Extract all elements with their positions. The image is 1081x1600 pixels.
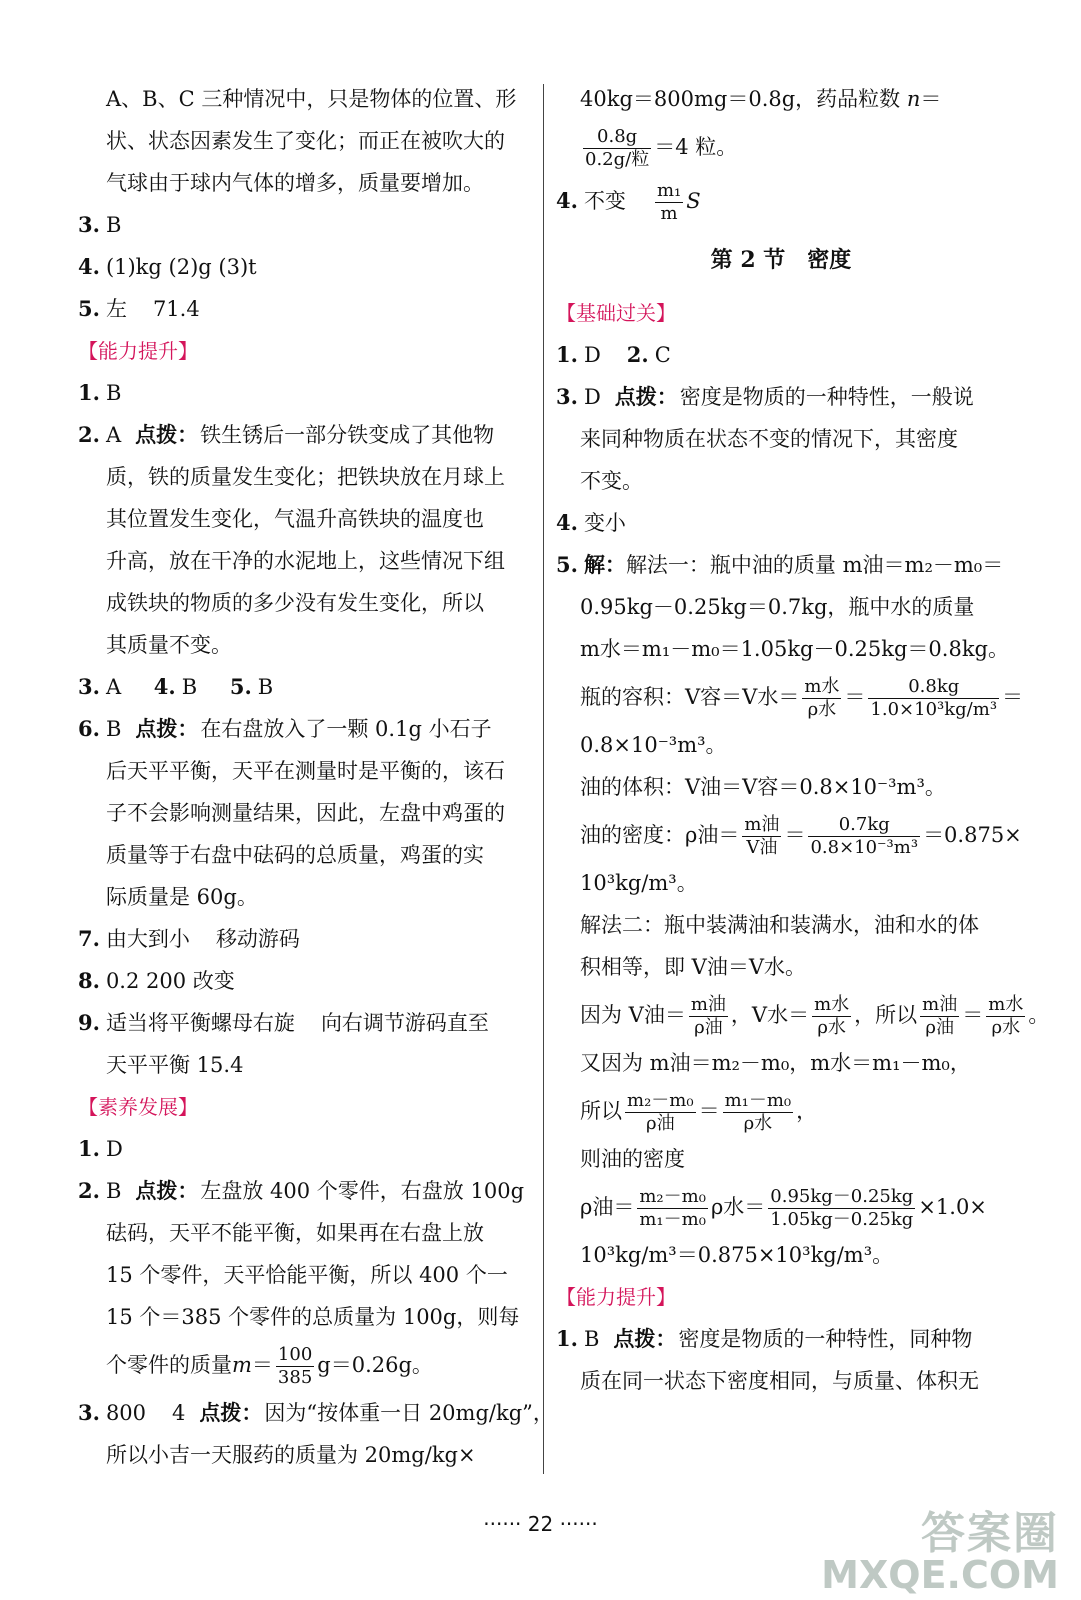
text-line: m水＝m₁－m₀＝1.05kg－0.25kg＝0.8kg。 (580, 637, 1009, 661)
formula-line: 油的密度：ρ油＝ $\frac{\text{m油}}{\text{V油}}$ ＝ $\frac{0.7kg}{\text{0.8×10⁻³m³}}$ ＝0.875× (580, 814, 1022, 858)
right-column (556, 78, 1050, 1402)
text-line: 不变。 (580, 469, 643, 493)
text-line: 天平平衡 15.4 (106, 1053, 244, 1077)
fraction: $\frac{0.8kg}{\text{1.0×10³kg/m³}}$ (870, 676, 998, 720)
fraction: $\frac{\text{m油}}{\text{ρ油}}$ (690, 994, 726, 1038)
fraction: $\frac{\text{m水}}{\text{ρ水}}$ (988, 994, 1024, 1038)
answer-2: 2. B 点拨：左盘放 400 个零件，右盘放 100g (78, 1178, 525, 1203)
answer-8: 8. 0.2 200 改变 (78, 968, 235, 993)
text-line: 又因为 m油＝m₂－m₀，m水＝m₁－m₀， (580, 1051, 971, 1075)
text-line: 质量等于右盘中砝码的总质量，鸡蛋的实 (106, 843, 484, 867)
text-line: 其质量不变。 (106, 633, 232, 657)
formula-line: 所以 $\frac{\text{m₂－m₀}}{\text{ρ油}}$ ＝ $\frac{\text{m₁－m₀}}{\text{ρ水}}$ ， (580, 1090, 818, 1134)
watermark-logo: 答案圈 MXQE.COM (821, 1508, 1059, 1597)
text-line: 0.95kg－0.25kg＝0.7kg，瓶中水的质量 (580, 595, 975, 619)
formula-line: 个零件的质量m＝ $\frac{100}{385}$ g＝0.26g。 (106, 1344, 433, 1388)
text-line: 10³kg/m³。 (580, 871, 698, 895)
answer-4: 4. 变小 (556, 510, 626, 535)
answer-3: 3. B (78, 212, 122, 237)
fraction: $\frac{0.95kg-0.25kg}{1.05kg-0.25kg}$ (770, 1186, 914, 1230)
text-line: 积相等，即 V油＝V水。 (580, 955, 807, 979)
text-line: 升高，放在干净的水泥地上，这些情况下组 (106, 549, 505, 573)
fraction: $\frac{\text{m油}}{\text{ρ油}}$ (922, 994, 958, 1038)
text-line: A、B、C 三种情况中，只是物体的位置、形 (106, 87, 517, 111)
fraction: $\frac{\text{m₂－m₀}}{\text{m₁－m₀}}$ (639, 1186, 706, 1230)
text-line: 15 个＝385 个零件的总质量为 100g，则每 (106, 1305, 520, 1329)
answer-1: 1. B (78, 380, 122, 405)
formula-line: 瓶的容积：V容＝V水＝ $\frac{\text{m水}}{\text{ρ水}}$ ＝ $\frac{0.8kg}{\text{1.0×10³kg/m³}}$ ＝ (580, 676, 1024, 720)
left-column (78, 78, 554, 1476)
text-line: 成铁块的物质的多少没有发生变化，所以 (106, 591, 484, 615)
text-line: 0.8×10⁻³m³。 (580, 733, 727, 757)
fraction: $\frac{\text{m₁}}{m}$ (656, 180, 682, 224)
page-number: ······ 22 ······ (483, 1512, 598, 1536)
formula-line: ρ油＝ $\frac{\text{m₂－m₀}}{\text{m₁－m₀}}$ ρ水＝ $\frac{0.95kg-0.25kg}{1.05kg-0.25kg}$ ×1.0× (580, 1186, 987, 1230)
answer-1: 1. D (78, 1136, 123, 1161)
section-label-ability: 【能力提升】 (556, 1285, 676, 1309)
fraction: $\frac{100}{385}$ (277, 1344, 313, 1388)
text-line: 气球由于球内气体的增多，质量要增加。 (106, 171, 484, 195)
formula-line: $\frac{0.8g}{\text{0.2g/粒}}$ ＝4 粒。 (585, 126, 738, 170)
answer-6: 6. B 点拨：在右盘放入了一颗 0.1g 小石子 (78, 716, 492, 741)
answer-3: 3. 800 4 点拨：因为“按体重一日 20mg/kg”， (78, 1400, 554, 1425)
answer-4: 4. (1)kg (2)g (3)t (78, 254, 257, 279)
answer-3: 3. D 点拨：密度是物质的一种特性，一般说 (556, 384, 974, 409)
answer-5: 5. 左 71.4 (78, 296, 200, 321)
section-label-ability: 【能力提升】 (78, 339, 198, 363)
text-line: 际质量是 60g。 (106, 885, 258, 909)
formula-line: 因为 V油＝ $\frac{\text{m油}}{\text{ρ油}}$ ，V水＝ $\frac{\text{m水}}{\text{ρ水}}$ ，所以 $\frac{\text{m油}}{\text{ρ油}}$ ＝ $\frac{\text{m水}}{\text{ρ水}}$ 。 (580, 994, 1050, 1038)
text-line: 解法二：瓶中装满油和装满水，油和水的体 (580, 913, 979, 937)
answer-2: 2. A 点拨：铁生锈后一部分铁变成了其他物 (78, 422, 495, 447)
answer-1: 1. B 点拨：密度是物质的一种特性，同种物 (556, 1326, 973, 1351)
answers-3-5: 3. A 4. B 5. B (78, 674, 274, 699)
answer-7: 7. 由大到小 移动游码 (78, 926, 300, 951)
answer-9: 9. 适当将平衡螺母右旋 向右调节游码直至 (78, 1010, 489, 1035)
column-divider (543, 84, 544, 1474)
text-line: 40kg＝800mg＝0.8g，药品粒数 n＝ (580, 87, 942, 111)
text-line: 油的体积：V油＝V容＝0.8×10⁻³m³。 (580, 775, 946, 799)
answer-5: 5. 解：解法一：瓶中油的质量 m油＝m₂－m₀＝ (556, 552, 1004, 577)
text-line: 质，铁的质量发生变化；把铁块放在月球上 (106, 465, 505, 489)
text-line: 其位置发生变化，气温升高铁块的温度也 (106, 507, 484, 531)
text-line: 15 个零件，天平恰能平衡，所以 400 个一 (106, 1263, 508, 1287)
fraction: $\frac{\text{m油}}{\text{V油}}$ (744, 814, 780, 858)
section-title: 第 2 节 密度 (710, 247, 852, 273)
text-line: 10³kg/m³＝0.875×10³kg/m³。 (580, 1243, 894, 1267)
text-line: 后天平平衡，天平在测量时是平衡的，该石 (106, 759, 505, 783)
fraction: $\frac{0.7kg}{\text{0.8×10⁻³m³}}$ (810, 814, 919, 858)
fraction: $\frac{\text{m₂－m₀}}{\text{ρ油}}$ (627, 1090, 694, 1134)
text-line: 子不会影响测量结果，因此，左盘中鸡蛋的 (106, 801, 505, 825)
fraction: $\frac{\text{m水}}{\text{ρ水}}$ (814, 994, 850, 1038)
answer-4: 4. 不变 $\frac{\text{m₁}}{m}$ S (556, 180, 701, 224)
section-label-basic: 【基础过关】 (556, 301, 676, 325)
fraction: $\frac{0.8g}{\text{0.2g/粒}}$ (585, 126, 650, 170)
answers-1-2: 1. D 2. C (556, 342, 671, 367)
section-label-literacy: 【素养发展】 (78, 1095, 198, 1119)
text-line: 砝码，天平不能平衡，如果再在右盘上放 (106, 1221, 484, 1245)
text-line: 状、状态因素发生了变化；而正在被吹大的 (106, 129, 505, 153)
fraction: $\frac{\text{m₁－m₀}}{\text{ρ水}}$ (724, 1090, 792, 1134)
fraction: $\frac{\text{m水}}{\text{ρ水}}$ (804, 676, 840, 720)
text-line: 来同种物质在状态不变的情况下，其密度 (580, 427, 958, 451)
text-line: 质在同一状态下密度相同，与质量、体积无 (580, 1369, 979, 1393)
text-line: 所以小吉一天服药的质量为 20mg/kg× (106, 1443, 476, 1467)
text-line: 则油的密度 (580, 1147, 685, 1171)
